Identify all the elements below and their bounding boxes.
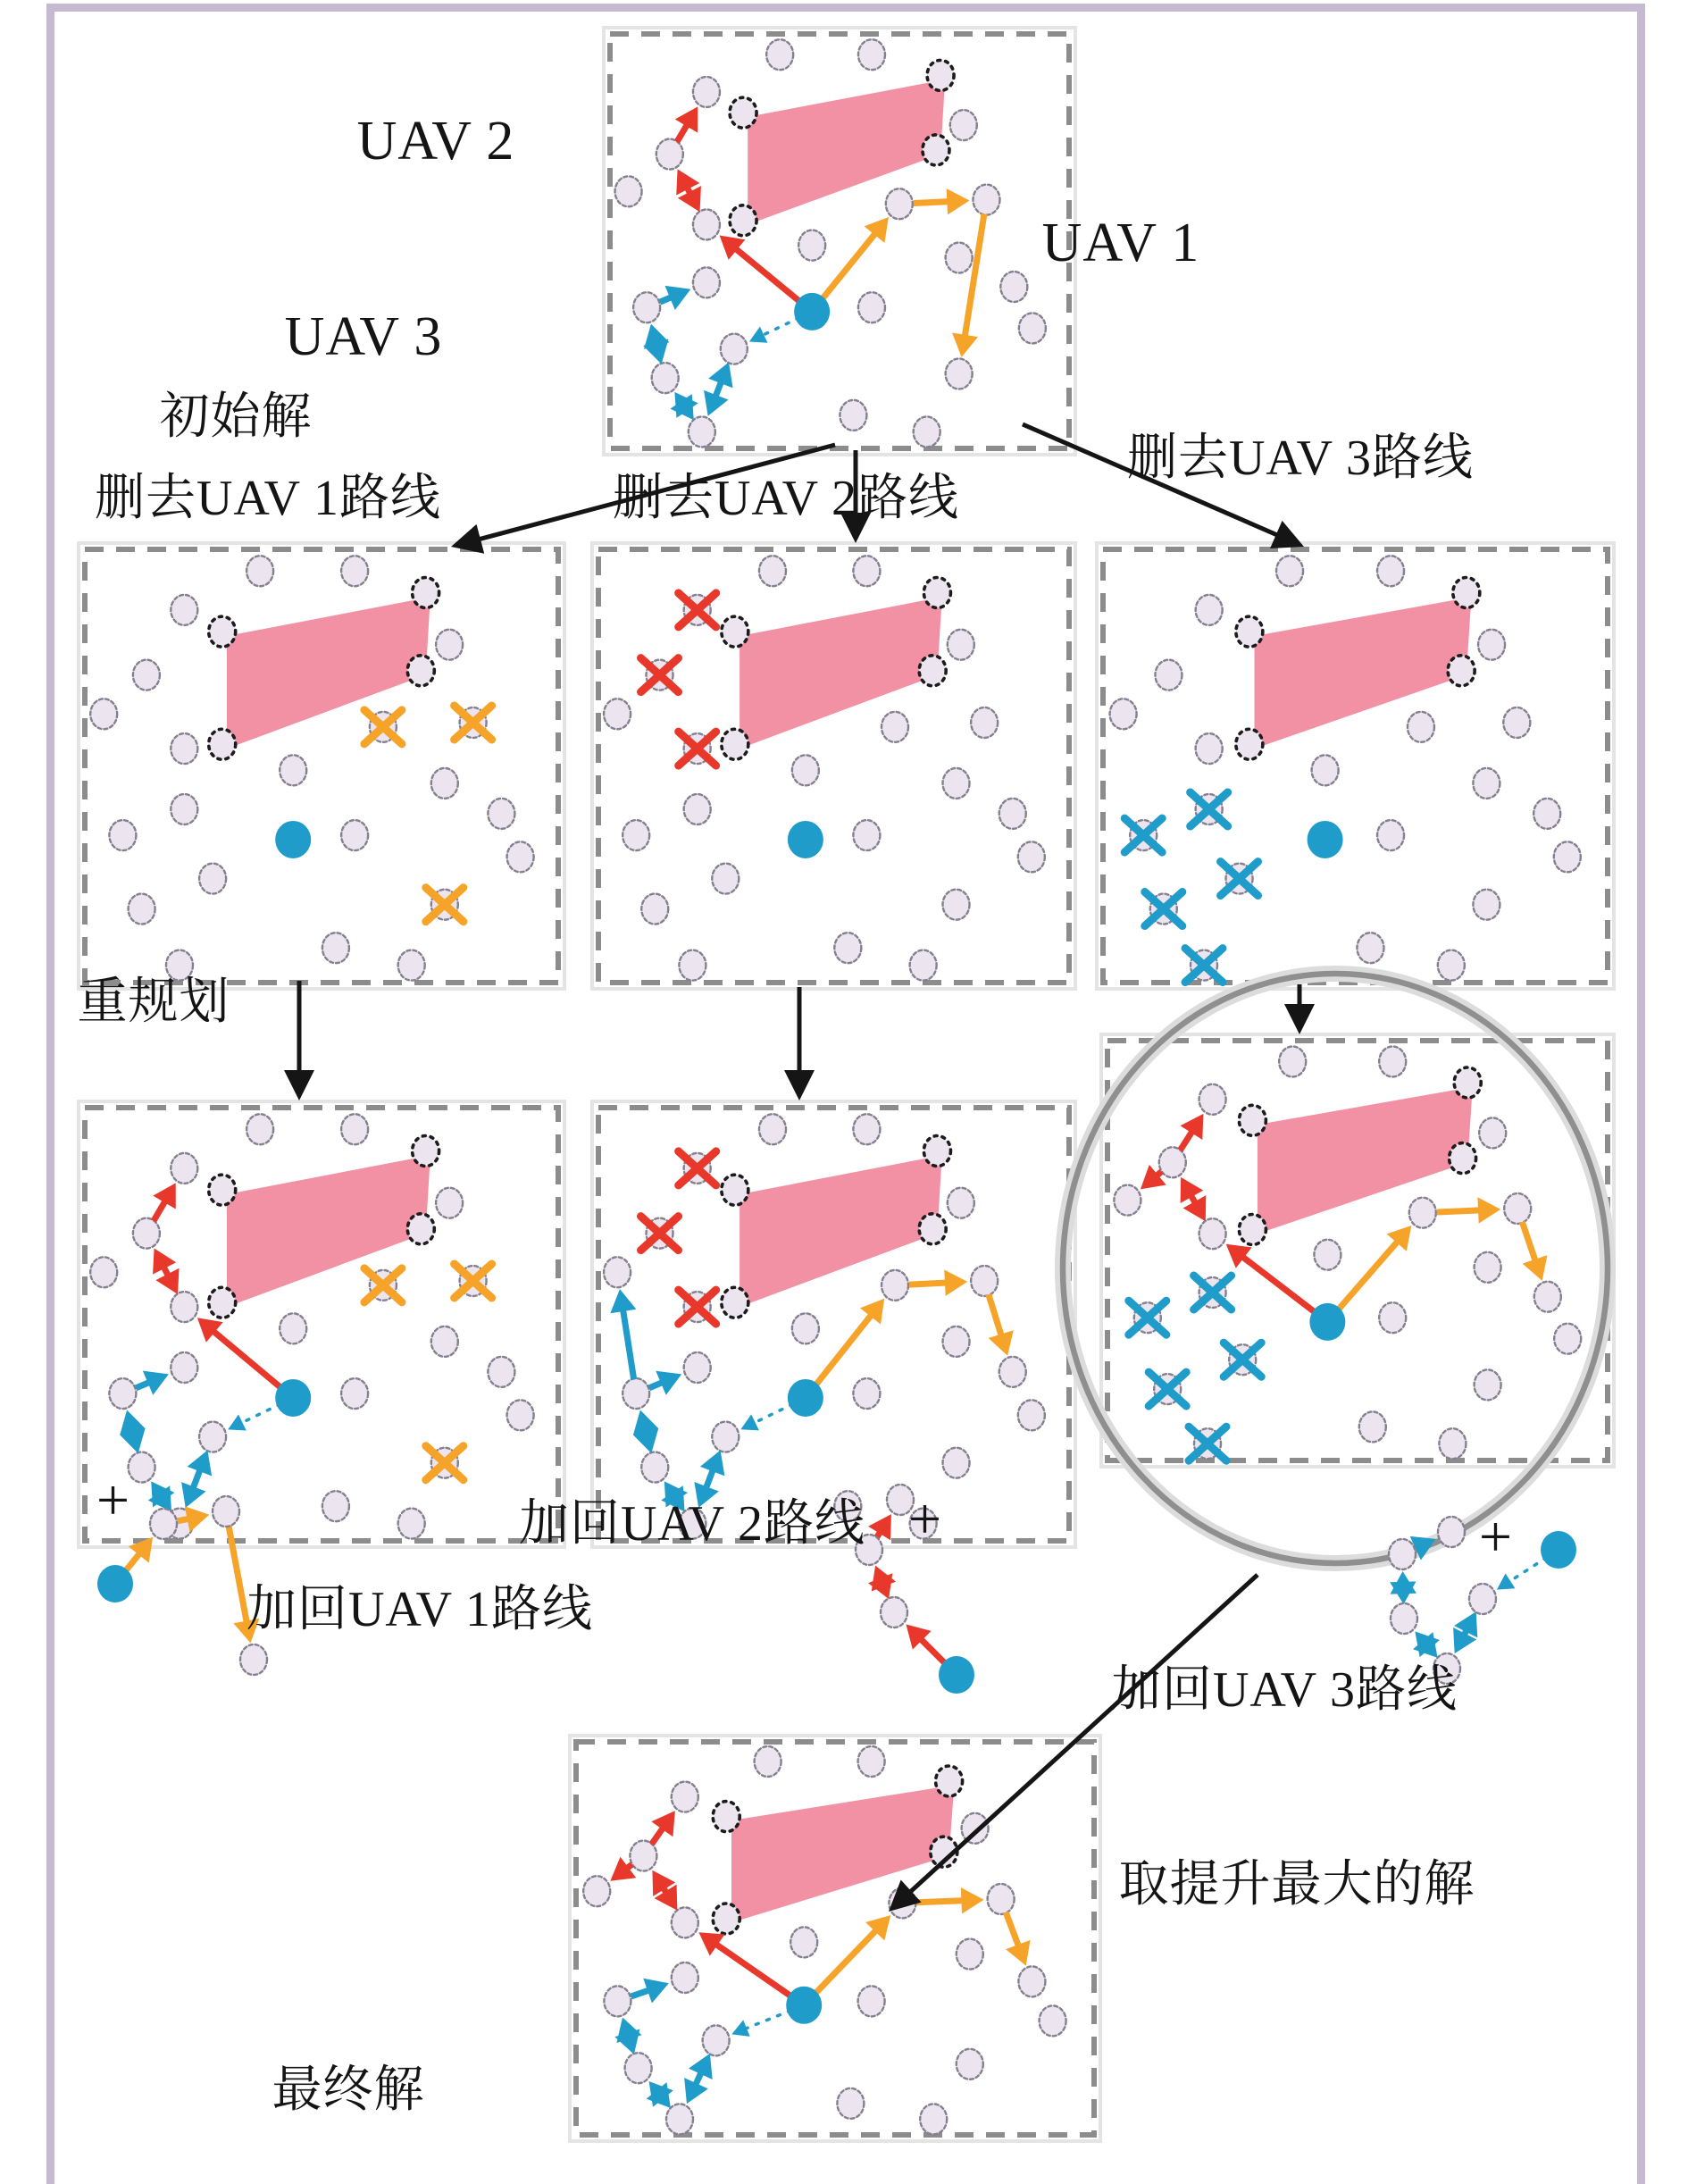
depot-node — [1308, 821, 1343, 858]
label-replan: 重规划 — [77, 975, 230, 1030]
plus-sign-uav2: + — [907, 1486, 943, 1552]
label-add-back-uav1: 加回UAV 1路线 — [246, 1582, 594, 1637]
label-add-back-uav2: 加回UAV 2路线 — [518, 1496, 866, 1552]
label-take-best-solution: 取提升最大的解 — [1118, 1857, 1475, 1912]
depot-node — [1541, 1531, 1576, 1569]
panel-remove-uav2 — [592, 543, 1075, 989]
depot-node — [786, 1987, 822, 2024]
plus-sign-uav1: + — [96, 1468, 131, 1533]
depot-node — [275, 1379, 311, 1417]
depot-node — [97, 1565, 133, 1602]
label-initial-solution: 初始解 — [159, 389, 313, 445]
panel-replan-without-uav2 — [592, 1101, 1075, 1552]
label-add-back-uav3: 加回UAV 3路线 — [1110, 1662, 1458, 1718]
depot-node — [788, 821, 823, 858]
panel-initial-solution — [604, 28, 1075, 455]
label-uav3: UAV 3 — [284, 306, 443, 367]
panel-replan-without-uav1 — [79, 1101, 564, 1547]
panel-replan-without-uav3 — [1101, 1034, 1614, 1467]
label-uav2: UAV 2 — [356, 111, 515, 172]
panel-remove-uav1 — [79, 543, 564, 989]
panel-remove-uav3 — [1097, 543, 1614, 989]
arrow-replan-left — [284, 981, 314, 1100]
depot-node — [275, 821, 311, 858]
depot-node — [788, 1379, 823, 1417]
label-final-solution: 最终解 — [272, 2063, 425, 2118]
depot-node — [794, 293, 830, 331]
arrow-replan-center — [784, 987, 815, 1100]
label-delete-uav1: 删去UAV 1路线 — [94, 471, 442, 526]
label-uav1: UAV 1 — [1041, 213, 1200, 273]
plus-sign-uav3: + — [1478, 1504, 1514, 1569]
label-delete-uav3: 删去UAV 3路线 — [1126, 431, 1475, 486]
depot-node — [1309, 1303, 1345, 1341]
label-delete-uav2: 删去UAV 2路线 — [612, 471, 960, 526]
arrow-replan-right — [1284, 984, 1315, 1034]
depot-node — [939, 1656, 974, 1694]
panel-final-solution — [570, 1736, 1100, 2141]
